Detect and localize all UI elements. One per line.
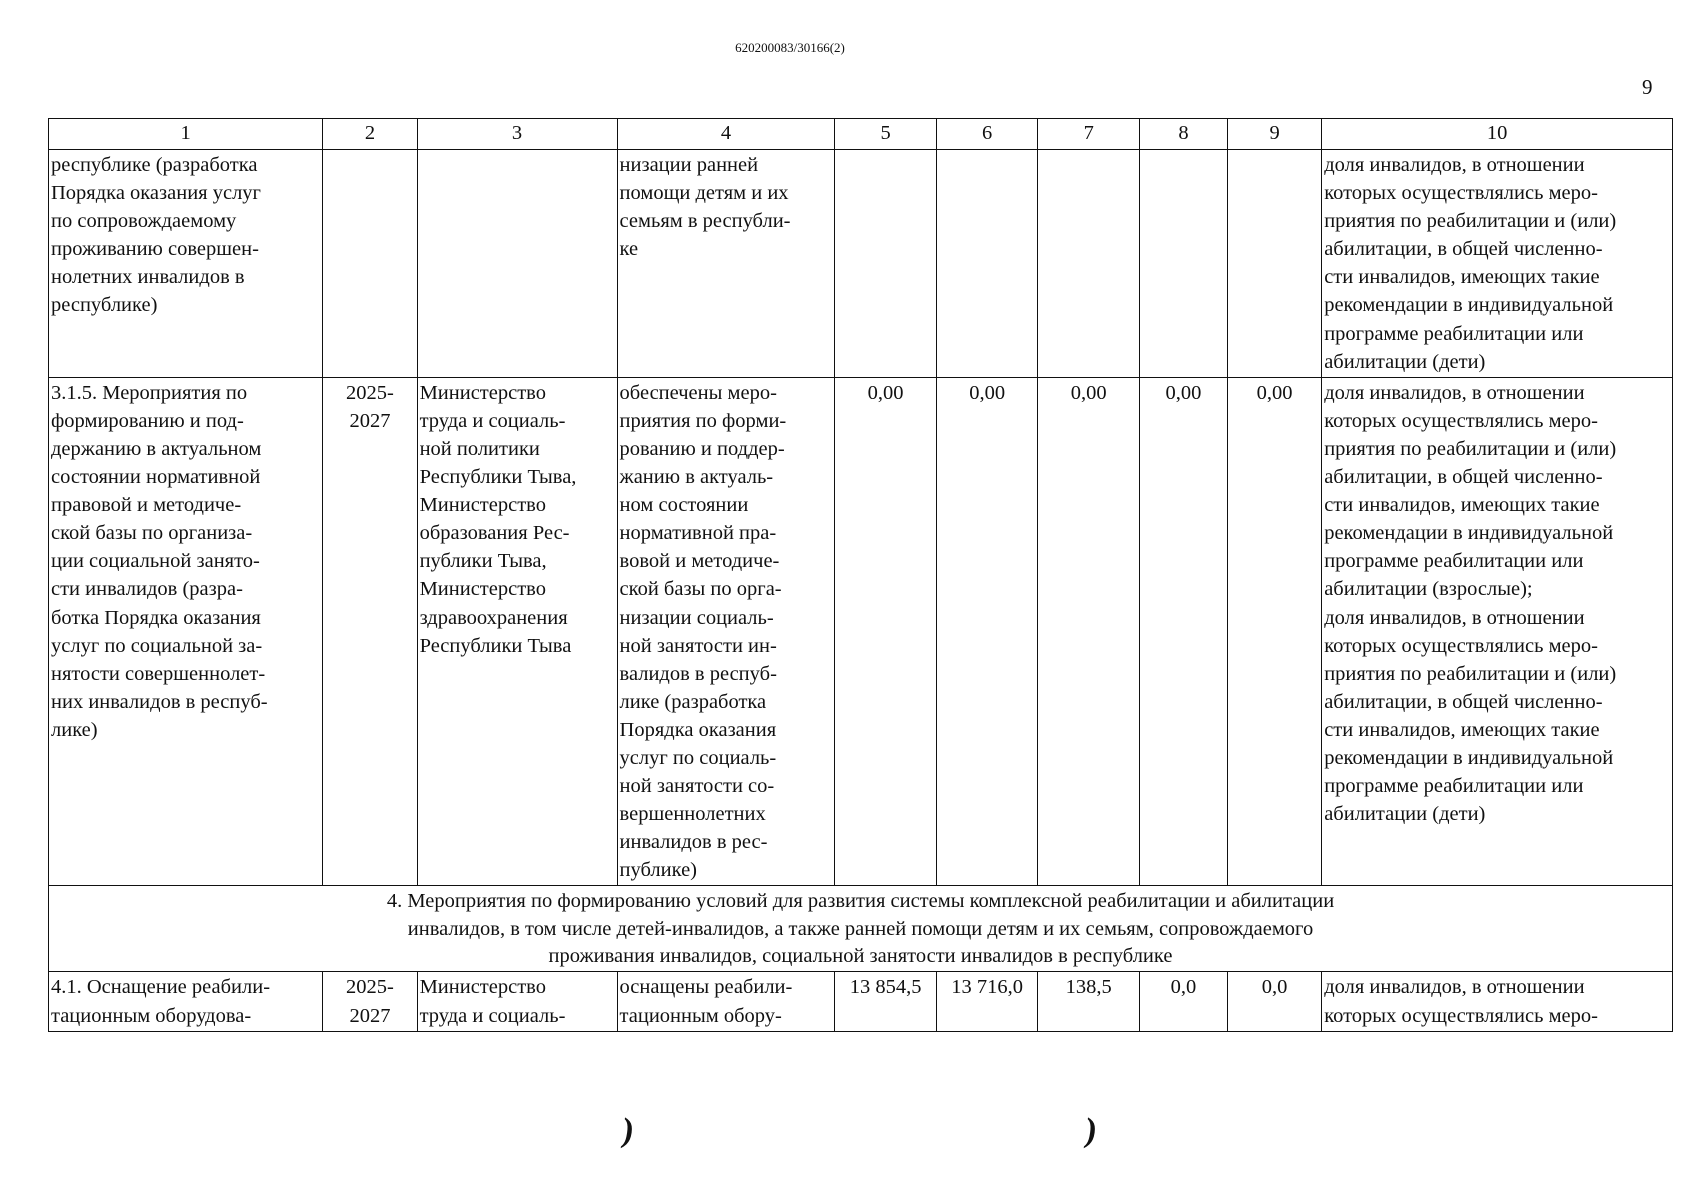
value-cell: 13 716,0 [936, 972, 1038, 1031]
result-cell: оснащены реабили- тационным обору- [617, 972, 835, 1031]
scan-mark: ) [619, 1112, 636, 1149]
table-row [49, 150, 1673, 378]
value-cell [936, 150, 1038, 378]
period-cell [323, 150, 417, 378]
executor-cell [417, 150, 617, 378]
column-header: 8 [1140, 119, 1228, 150]
table-row [49, 972, 1673, 1031]
value-cell: 0,0 [1140, 972, 1228, 1031]
section-heading: 4. Мероприятия по формированию условий для развития системы комплексной реабилитации и абилитации инвалидов, в том числе детей-инвалидов, а также ранней помощи детям и их семьям, сопровождаемого проживания инвалидов, социальной занятости инвалидов в республике [49, 886, 1673, 972]
column-header: 9 [1227, 119, 1321, 150]
column-header: 10 [1322, 119, 1673, 150]
value-cell: 0,00 [1227, 377, 1321, 886]
column-header: 4 [617, 119, 835, 150]
result-cell: низации ранней помощи детям и их семьям в республи- ке [617, 150, 835, 378]
column-header: 2 [323, 119, 417, 150]
value-cell: 13 854,5 [835, 972, 937, 1031]
document-id: 620200083/30166(2) [735, 40, 845, 55]
scan-mark: ) [1082, 1112, 1099, 1149]
executor-cell: Министерство труда и социаль- [417, 972, 617, 1031]
value-cell: 0,0 [1227, 972, 1321, 1031]
column-header: 1 [49, 119, 323, 150]
value-cell [835, 150, 937, 378]
measure-name-cell: республике (разработка Порядка оказания услуг по сопровождаемому проживанию совершен- нолетних инвалидов в республике) [49, 150, 323, 378]
value-cell [1038, 150, 1140, 378]
measure-name-cell: 4.1. Оснащение реабили- тационным оборудова- [49, 972, 323, 1031]
table-header-row [49, 119, 1673, 150]
executor-cell: Министерство труда и социаль- ной политики Республики Тыва, Министерство образования Рес- публики Тыва, Министерство здравоохранения Республики Тыва [417, 377, 617, 886]
column-header: 5 [835, 119, 937, 150]
indicator-cell: доля инвалидов, в отношении которых осуществлялись меро- приятия по реабилитации и (или) абилитации, в общей численно- сти инвалидов, имеющих такие рекомендации в индивидуальной программе реабилитации или абилитации (дети) [1322, 150, 1673, 378]
indicator-cell: доля инвалидов, в отношении которых осуществлялись меро- [1322, 972, 1673, 1031]
value-cell [1140, 150, 1228, 378]
column-header: 3 [417, 119, 617, 150]
value-cell: 138,5 [1038, 972, 1140, 1031]
value-cell: 0,00 [1140, 377, 1228, 886]
value-cell: 0,00 [1038, 377, 1140, 886]
value-cell: 0,00 [936, 377, 1038, 886]
page-number: 9 [1642, 75, 1653, 99]
section-heading-row [49, 886, 1673, 972]
table-row [49, 377, 1673, 886]
period-cell: 2025- 2027 [323, 972, 417, 1031]
period-cell: 2025- 2027 [323, 377, 417, 886]
result-cell: обеспечены меро- приятия по форми- рованию и поддер- жанию в актуаль- ном состоянии нормативной пра- вовой и методиче- ской базы по орга- низации социаль- ной занятости ин- валидов в респуб- лике (разработка Порядка оказания услуг по социаль- ной занятости со- вершеннолетних инвалидов в рес- публике) [617, 377, 835, 886]
value-cell [1227, 150, 1321, 378]
measures-table [48, 118, 1673, 1032]
column-header: 6 [936, 119, 1038, 150]
column-header: 7 [1038, 119, 1140, 150]
measure-name-cell: 3.1.5. Мероприятия по формированию и под- держанию в актуальном состоянии нормативной правовой и методиче- ской базы по организа- ции социальной занято- сти инвалидов (разра- ботка Порядка оказания услуг по социальной за- нятости совершеннолет- них инвалидов в респуб- лике) [49, 377, 323, 886]
indicator-cell: доля инвалидов, в отношении которых осуществлялись меро- приятия по реабилитации и (или) абилитации, в общей численно- сти инвалидов, имеющих такие рекомендации в индивидуальной программе реабилитации или абилитации (взрослые); доля инвалидов, в отношении которых осуществлялись меро- приятия по реабилитации и (или) абилитации, в общей численно- сти инвалидов, имеющих такие рекомендации в индивидуальной программе реабилитации или абилитации (дети) [1322, 377, 1673, 886]
value-cell: 0,00 [835, 377, 937, 886]
